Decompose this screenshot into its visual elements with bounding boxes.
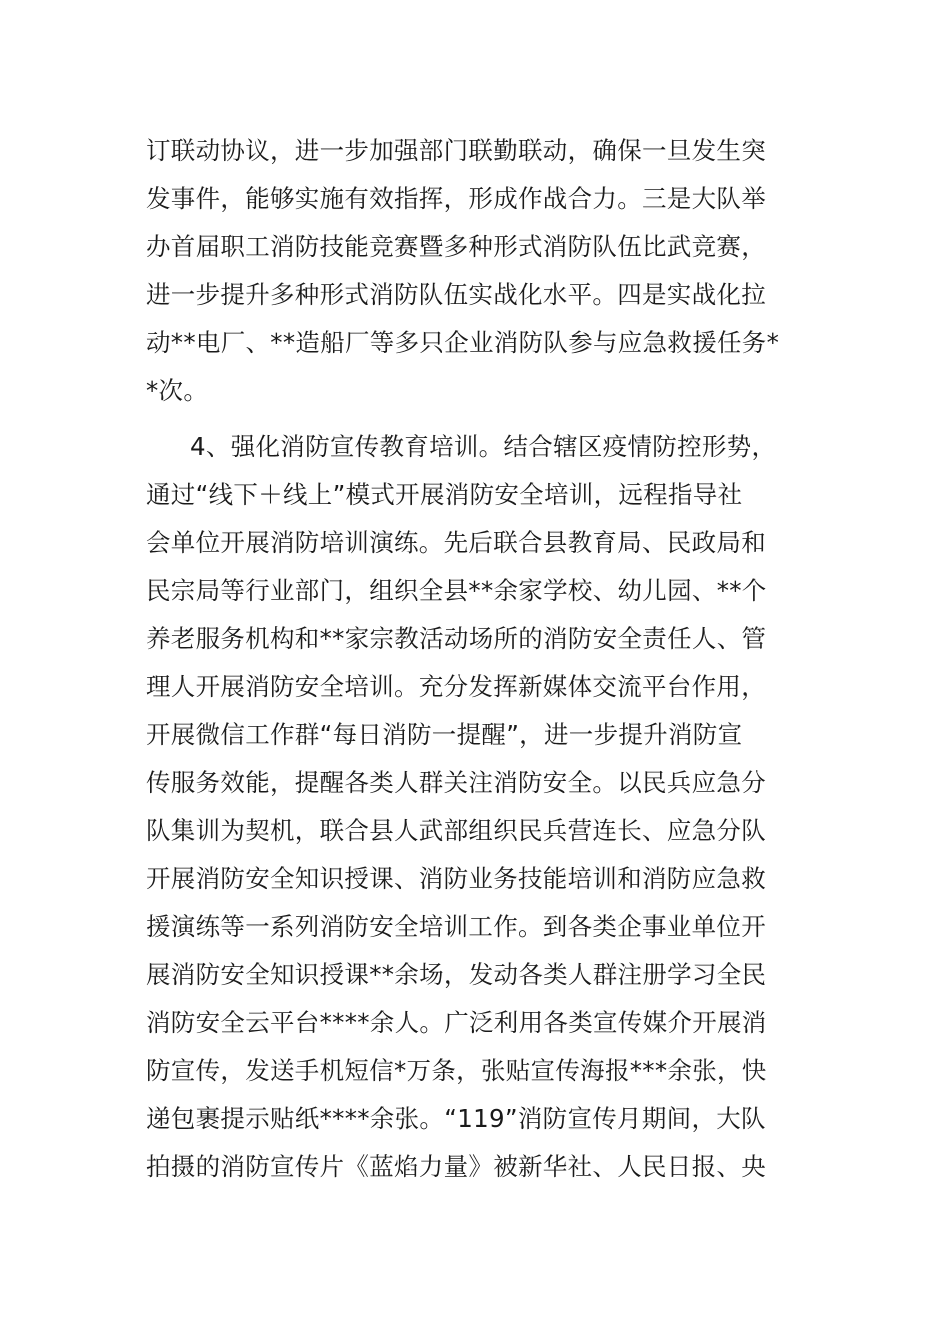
text-line: 递包裹提示贴纸****余张。“119”消防宣传月期间，大队	[146, 1104, 766, 1133]
paragraph-continuation	[146, 127, 806, 415]
text-line: 援演练等一系列消防安全培训工作。到各类企事业单位开	[146, 912, 766, 941]
section-heading-line: 4、强化消防宣传教育培训。结合辖区疫情防控形势，	[190, 432, 777, 461]
text-line: 养老服务机构和**家宗教活动场所的消防安全责任人、管	[146, 624, 767, 653]
text-line: 进一步提升多种形式消防队伍实战化水平。四是实战化拉	[146, 280, 766, 309]
text-line: 消防安全云平台****余人。广泛利用各类宣传媒介开展消	[146, 1008, 767, 1037]
text-line: 订联动协议，进一步加强部门联勤联动，确保一旦发生突	[146, 136, 766, 165]
text-line: 理人开展消防安全培训。充分发挥新媒体交流平台作用，	[146, 672, 766, 701]
text-line: 动**电厂、**造船厂等多只企业消防队参与应急救援任务*	[146, 328, 780, 357]
text-line: 开展消防安全知识授课、消防业务技能培训和消防应急救	[146, 864, 766, 893]
text-line: 传服务效能，提醒各类人群关注消防安全。以民兵应急分	[146, 768, 766, 797]
text-line: 发事件，能够实施有效指挥，形成作战合力。三是大队举	[146, 184, 766, 213]
text-line: 会单位开展消防培训演练。先后联合县教育局、民政局和	[146, 528, 766, 557]
text-line: 展消防安全知识授课**余场，发动各类人群注册学习全民	[146, 960, 767, 989]
text-line: 通过“线下＋线上”模式开展消防安全培训，远程指导社	[146, 480, 743, 509]
text-line: 开展微信工作群“每日消防一提醒”，进一步提升消防宣	[146, 720, 743, 749]
text-line: 拍摄的消防宣传片《蓝焰力量》被新华社、人民日报、央	[146, 1152, 766, 1181]
text-line: 防宣传，发送手机短信*万条，张贴宣传海报***余张，快	[146, 1056, 767, 1085]
paragraph-section-4	[146, 423, 806, 1191]
text-line: 民宗局等行业部门，组织全县**余家学校、幼儿园、**个	[146, 576, 767, 605]
text-line: 队集训为契机，联合县人武部组织民兵营连长、应急分队	[146, 816, 766, 845]
text-line: 办首届职工消防技能竞赛暨多种形式消防队伍比武竞赛，	[146, 232, 766, 261]
text-line: *次。	[146, 376, 209, 405]
